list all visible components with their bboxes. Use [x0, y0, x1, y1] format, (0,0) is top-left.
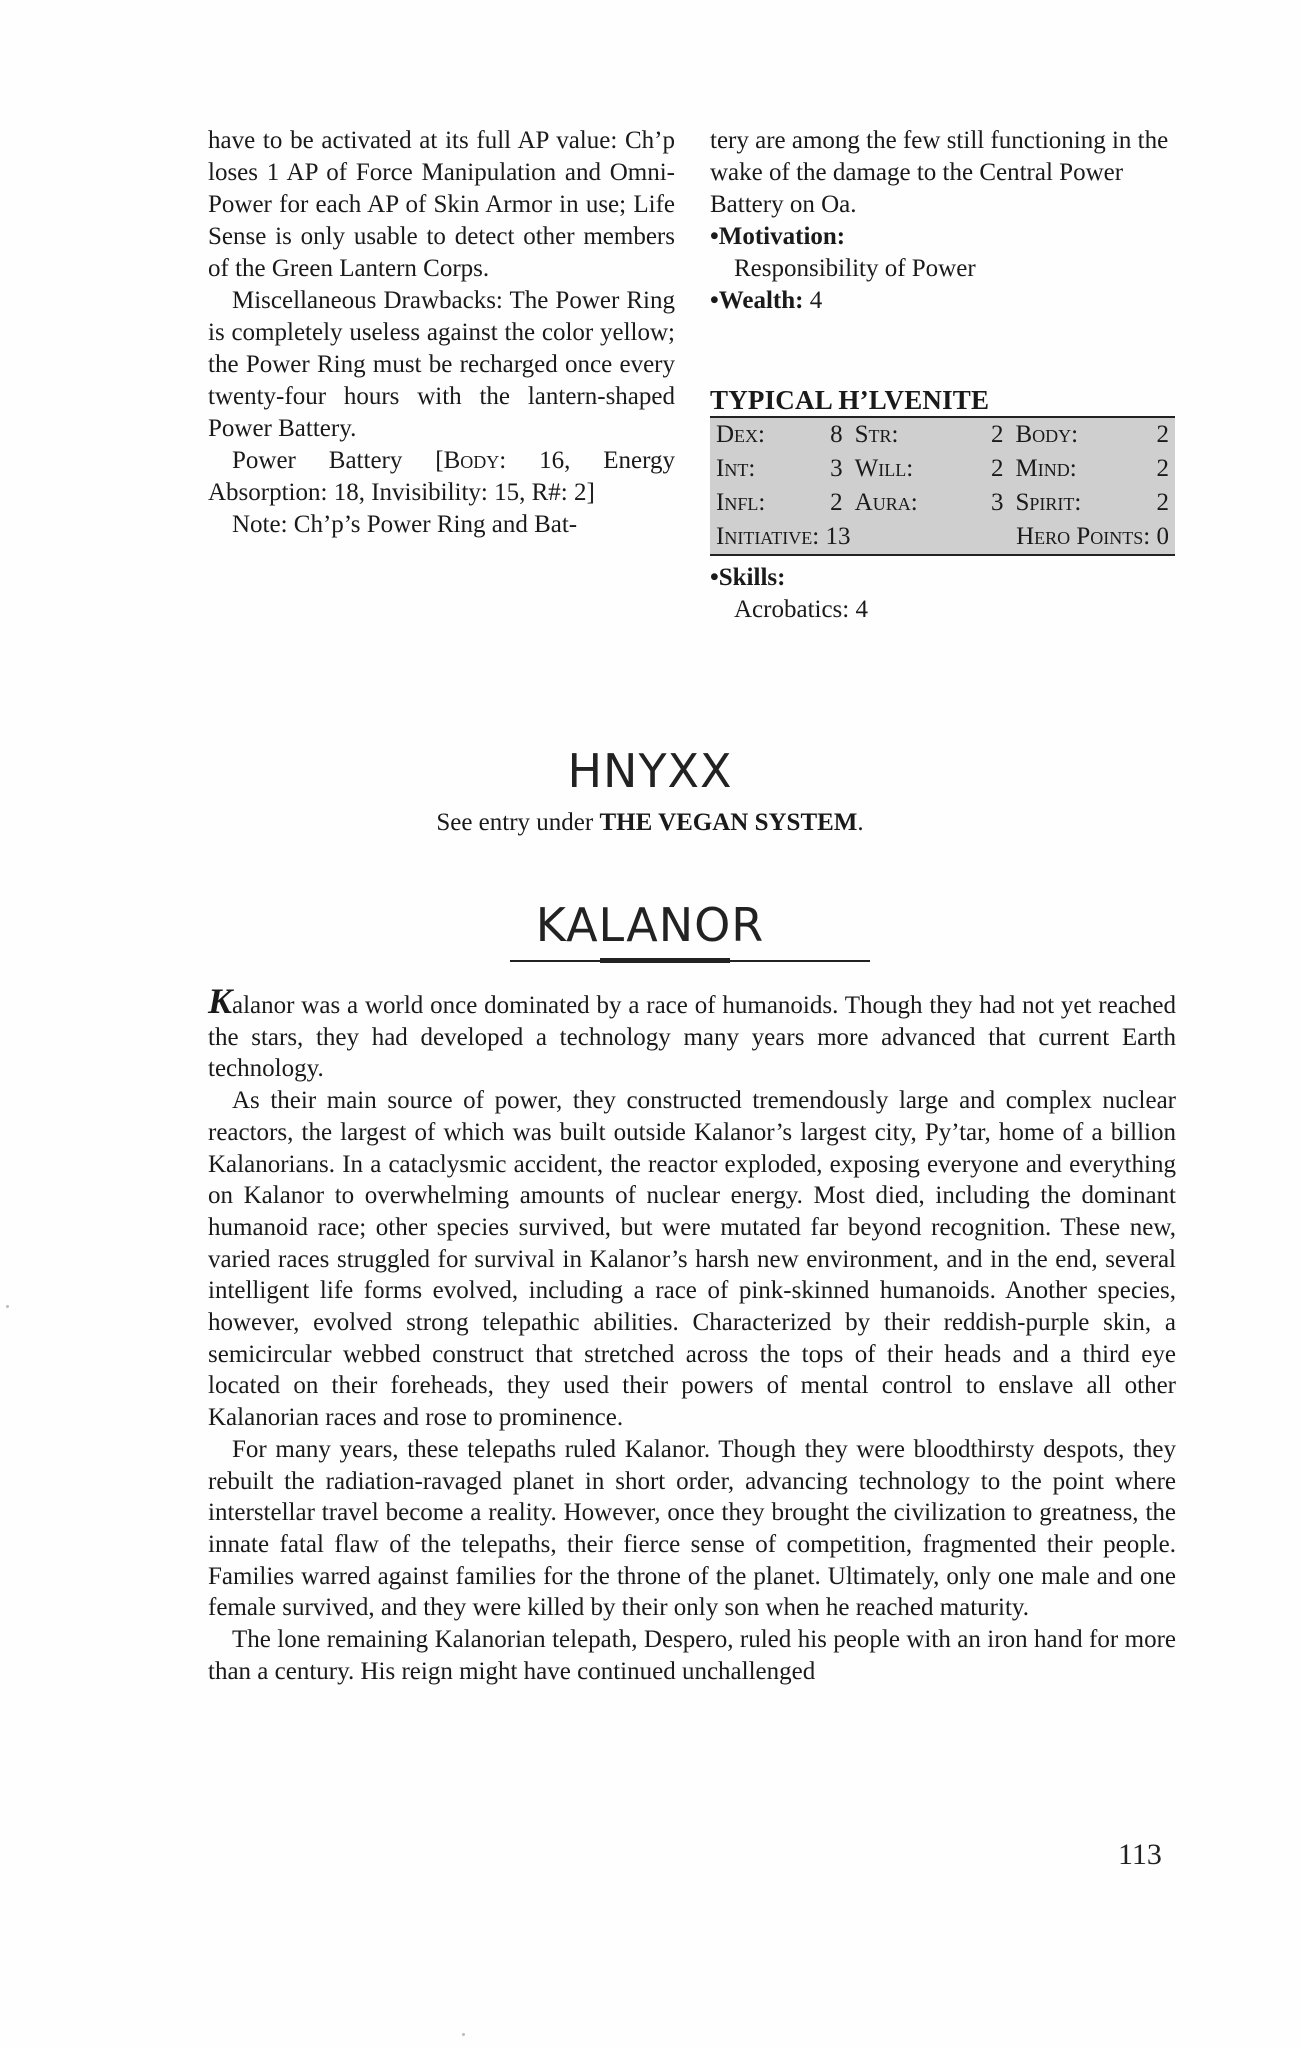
stat-table: [710, 418, 1175, 556]
initiative-row: [710, 520, 1175, 555]
power-battery-post: : 16, Energy Absorption: 18, Invisibility: 15, R#: 2]: [208, 447, 675, 506]
stat-value: 3: [990, 489, 1004, 516]
stat-value: 2: [1156, 421, 1169, 448]
skills-section: [710, 562, 1175, 626]
power-battery-body: Body: [443, 447, 500, 474]
stat-label: Int:: [716, 455, 756, 482]
stat-value: 2: [990, 455, 1004, 482]
see-entry-line: [0, 807, 1300, 839]
kalanor-heading: KALANOR: [535, 898, 765, 952]
initiative-label: Initiative:: [716, 523, 820, 550]
stat-label: Body:: [1015, 421, 1079, 448]
left-column: [208, 125, 675, 541]
stat-block-title: TYPICAL H’LVENITE: [710, 385, 1175, 418]
stat-block: [710, 385, 1175, 626]
wealth-line: [710, 285, 1175, 317]
see-entry-pre: See entry under: [436, 809, 600, 836]
hero-points-label: Hero Points:: [1016, 523, 1151, 550]
right-column: [710, 125, 1175, 317]
see-entry-ref: THE VEGAN SYSTEM: [599, 809, 858, 836]
stat-value: 2: [1156, 455, 1169, 482]
motivation-label: •Motivation:: [710, 223, 846, 250]
hnyxx-heading: HNYXX: [567, 744, 733, 798]
left-paragraph-4: Note: Ch’p’s Power Ring and Bat-: [232, 511, 578, 538]
kalanor-paragraph-2: As their main source of power, they constructed tremendously large and complex nuclear reactors, the largest of which was built outside Kalanor’s largest city, Py’tar, home of a billion Kalanorians. In a cataclysmic accident, the reactor exploded, exposing everyone and everything on Kalanor to overwhelming amounts of nuclear energy. Most died, including the dominant humanoid race; other species survived, but were mutated far beyond recognition. These new, varied races struggled for survival in Kalanor’s harsh new environment, and in the end, several intelligent life forms evolved, including a race of pink-skinned humanoids. Another species, however, evolved strong telepathic abilities. Characterized by their reddish-purple skin, a semicircular webbed construct that stretched across the tops of their heads and a third eye located on their foreheads, they used their powers of mental control to enslave all other Kalanorian races and rose to prominence.: [208, 1087, 1176, 1432]
kalanor-body: [208, 981, 1176, 1687]
initiative-value: 13: [825, 523, 851, 550]
skills-label: •Skills:: [710, 564, 786, 591]
left-paragraph-2: Miscellaneous Drawbacks: The Power Ring is completely useless against the color yellow; the Power Ring must be recharged once every twenty-four hours with the lantern-shaped Power Battery.: [208, 287, 675, 442]
see-entry-post: .: [857, 809, 864, 836]
stat-label: Spirit:: [1015, 489, 1082, 516]
wealth-value: 4: [809, 287, 823, 314]
stat-row: [710, 486, 1175, 520]
stat-label: Str:: [854, 421, 899, 448]
kalanor-paragraph-3: For many years, these telepaths ruled Kalanor. Though they were bloodthirsty despots, they rebuilt the radiation-ravaged planet in short order, advancing technology to the point where interstellar travel become a reality. However, once they brought the civilization to greatness, the innate fatal flaw of the telepaths, their fierce sense of competition, fragmented their people. Families warred against families for the throne of the planet. Ultimately, only one male and one female survived, and they were killed by their only son when he reached maturity.: [208, 1435, 1176, 1622]
stat-label: Dex:: [716, 421, 765, 448]
hero-points-value: 0: [1156, 523, 1169, 550]
left-paragraph-1: have to be activated at its full AP value: Ch’p loses 1 AP of Force Manipulation and Omni-Power for each AP of Skin Armor in use; Life Sense is only usable to detect other members of the Green Lantern Corps.: [208, 127, 675, 282]
kalanor-paragraph-1: [208, 981, 1176, 1085]
left-paragraph-3: [208, 445, 675, 509]
stat-value: 2: [1156, 489, 1169, 516]
drop-cap: K: [208, 981, 233, 1021]
stat-row: [710, 452, 1175, 486]
motivation-value: Responsibility of Power: [734, 255, 976, 282]
stat-label: Mind:: [1015, 455, 1077, 482]
stat-value: 2: [990, 421, 1004, 448]
kalanor-paragraph-1-text: alanor was a world once dominated by a race of humanoids. Though they had not yet reached the stars, they had developed a technology many years more advanced that current Earth technology.: [208, 992, 1176, 1083]
page-number: 113: [1118, 1838, 1162, 1871]
wealth-label: •Wealth:: [710, 287, 804, 314]
scan-speck: [462, 2033, 465, 2036]
skills-value: Acrobatics: 4: [734, 596, 868, 623]
heading-rule-accent: [600, 958, 730, 963]
stat-value: 2: [830, 489, 843, 516]
stat-label: Infl:: [716, 489, 766, 516]
stat-label: Aura:: [854, 489, 918, 516]
stat-label: Will:: [854, 455, 914, 482]
right-continuation: tery are among the few still functioning in the wake of the damage to the Central Power Battery on Oa.: [710, 127, 1169, 218]
kalanor-paragraph-4: The lone remaining Kalanorian telepath, Despero, ruled his people with an iron hand for more than a century. His reign might have continued unchallenged: [208, 1626, 1176, 1685]
scan-speck: [6, 1305, 9, 1308]
stat-value: 3: [830, 455, 843, 482]
power-battery-pre: Power Battery [: [232, 447, 444, 474]
stat-row: [710, 418, 1175, 452]
stat-value: 8: [830, 421, 843, 448]
